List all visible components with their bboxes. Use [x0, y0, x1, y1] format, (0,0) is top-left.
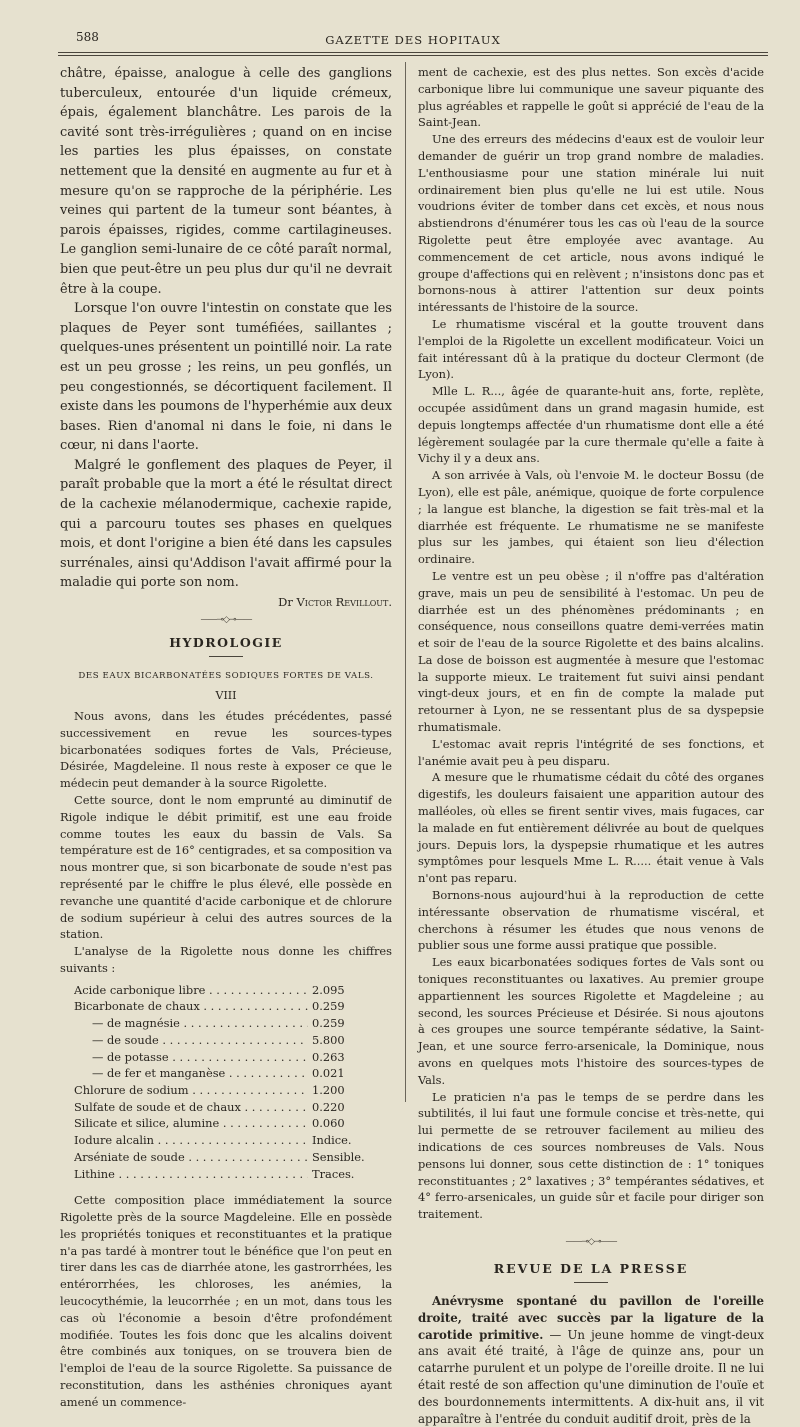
analysis-substance: — de potasse . . . — [74, 1049, 308, 1066]
analysis-substance: Chlorure de sodium . . . — [74, 1082, 308, 1099]
paragraph: ment de cachexie, est des plus nettes. Son excès d'acide carbonique libre lui communique une saveur piquante des plus agréables et rappelle le goût si apprécié de l'eau de la Saint-Jean. — [418, 65, 764, 130]
analysis-value: 0.220 — [312, 1099, 345, 1114]
analysis-row — [74, 1032, 374, 1049]
running-header — [58, 28, 768, 50]
left-column — [60, 64, 392, 1411]
analysis-substance: Lithine . . . — [74, 1166, 308, 1183]
signature-name: Victor Revillout. — [296, 595, 392, 610]
signature-prefix: Dr — [278, 595, 293, 610]
analysis-row — [74, 1166, 374, 1183]
analysis-row — [74, 1149, 374, 1166]
analysis-substance: Sulfate de soude et de chaux . . . — [74, 1099, 308, 1116]
journal-title: GAZETTE DES HOPITAUX — [325, 33, 501, 47]
right-column — [418, 64, 764, 1427]
analysis-row — [74, 1065, 374, 1082]
analysis-value: Sensible. — [312, 1149, 365, 1164]
analysis-value: 5.800 — [312, 1032, 345, 1047]
analysis-row — [74, 982, 374, 999]
analysis-row — [74, 1099, 374, 1116]
autopsy-text — [60, 64, 392, 593]
analysis-row — [74, 1132, 374, 1149]
section-subtitle: DES EAUX BICARBONATÉES SODIQUES FORTES DE VALS. — [78, 671, 374, 682]
section-title-revue: REVUE DE LA PRESSE — [493, 1260, 689, 1276]
paragraph: Lorsque l'on ouvre l'intestin on constate que les plaques de Peyer sont tuméfiées, saillantes ; quelques-unes présentent un pointillé noir. La rate est un peu grosse ; les reins, un peu gonflés, un peu congestionnés, se décortiquent facilement. Il existe dans les poumons de l'hyperhémie aux deux bases. Rien d'anomal ni dans le foie, ni dans le cœur, ni dans l'aorte. — [60, 301, 392, 454]
analysis-substance: — de magnésie . . . — [74, 1015, 308, 1032]
short-rule — [209, 656, 243, 657]
analysis-value: 0.021 — [312, 1066, 345, 1081]
ornament-divider: ——⊸◇⊸—— — [200, 615, 252, 626]
author-signature — [60, 595, 392, 609]
analysis-row — [74, 998, 374, 1015]
paragraph: Le rhumatisme viscéral et la goutte trouvent dans l'emploi de la Rigolette un excellent modificateur. Voici un fait intéressant dû à la pratique du docteur Clermont (de Lyon). — [418, 316, 764, 382]
paragraph: Mlle L. R..., âgée de quarante-huit ans, forte, replète, occupée assidûment dans un grand magasin humide, est depuis longtemps affectée d'un rhumatisme dont elle a été légèrement soulagée par la cure thermale qu'elle a faite à Vichy il y a deux ans. — [418, 384, 764, 466]
paragraph: Le praticien n'a pas le temps de se perdre dans les subtilités, il lui faut une formule concise et très-nette, qui lui permette de se retrouver facilement au milieu des indications de ces sources nombreuses de Vals. Nous pensons lui donner, sous cette distinction de : 1° toniques reconstituantes ; 2° laxatives ; 3° tempérantes sédatives, et 4° ferro-arsenicales, un guide sûr et facile pour diriger son traitement. — [418, 1089, 764, 1222]
analysis-substance: — de soude . . . — [74, 1032, 308, 1049]
analysis-row — [74, 1115, 374, 1132]
analysis-table — [74, 982, 374, 1182]
section-title-hydrologie: HYDROLOGIE — [169, 635, 283, 651]
analysis-row — [74, 1082, 374, 1099]
analysis-row — [74, 1049, 374, 1066]
analysis-substance: Arséniate de soude . . . — [74, 1149, 308, 1166]
paragraph: Cette source, dont le nom emprunté au diminutif de Rigole indique le débit primitif, est une eau froide comme toutes les eaux du bassin de Vals. Sa température est de 16° centigrades, et sa composition va nous montrer que, si son bicarbonate de soude n'est pas représenté par le chiffre le plus élevé, elle possède en revanche une quantité d'acide carbonique et de chlorure de sodium supérieur à celui des autres sources de la station. — [60, 793, 392, 942]
paragraph: L'analyse de la Rigolette nous donne les chiffres suivants : — [60, 944, 392, 975]
analysis-row — [74, 1015, 374, 1032]
short-rule — [574, 1282, 608, 1283]
paragraph: Nous avons, dans les études précédentes, passé successivement en revue les sources-types bicarbonatées sodiques fortes de Vals, Précieuse, Désirée, Magdeleine. Il nous reste à exposer ce que le médecin peut demander à la source Rigolette. — [60, 709, 392, 791]
analysis-value: 0.259 — [312, 999, 345, 1014]
hydrologie-text — [60, 708, 392, 977]
analysis-substance: Silicate et silice, alumine . . . — [74, 1115, 308, 1132]
page-number: 588 — [76, 30, 99, 44]
article-title: Anévrysme spontané du pavillon de l'oreille droite, traité avec succès par la ligature de la carotide primitive. — [418, 1293, 764, 1342]
paragraph: Bornons-nous aujourd'hui à la reproduction de cette intéressante observation de rhumatisme viscéral, et cherchons à résumer les études que nous venons de publier sous une forme aussi pratique que possible. — [418, 888, 764, 953]
analysis-value: 2.095 — [312, 982, 345, 997]
analysis-substance: Bicarbonate de chaux . . . — [74, 998, 308, 1015]
hydrologie-text-cont — [60, 1192, 392, 1410]
roman-numeral: VIII — [215, 689, 237, 703]
analysis-value: 0.263 — [312, 1049, 345, 1064]
ornament-divider: ——⊸◇⊸—— — [565, 1236, 617, 1247]
press-article — [418, 1293, 764, 1427]
analysis-value: 1.200 — [312, 1083, 345, 1097]
paragraph: Une des erreurs des médecins d'eaux est de vouloir leur demander de guérir un trop grand nombre de maladies. L'enthousiasme pour une station minérale lui nuit ordinairement bien plus qu'elle ne lui est utile. Nous voudrions éviter de tomber dans cet excès, et nous nous abstiendrons d'énumérer tous les cas où l'eau de la source Rigolette peut être employée avec avantage. Au commencement de cet article, nous avons indiqué le groupe d'affections qui en relèvent ; n'insistons donc pas et bornons-nous à attirer l'attention sur deux points intéressants de l'histoire de la source. — [418, 132, 764, 315]
analysis-value: Indice. — [312, 1133, 352, 1148]
analysis-value: Traces. — [312, 1166, 355, 1181]
paragraph: Le ventre est un peu obèse ; il n'offre pas d'altération grave, mais un peu de sensibilité à l'estomac. Un peu de diarrhée est un des phénomènes prédominants ; en conséquence, nous conseillons quatre demi-verrées matin et soir de l'eau de la source Rigolette et des bains alcalins. La dose de boisson est augmentée à mesure que l'estomac la supporte mieux. Le traitement fut suivi ainsi pendant vingt-deux jours, et en fin de compte la malade put retourner à Lyon, ne se ressentant plus de sa dyspepsie rhumatismale. — [418, 568, 764, 735]
paragraph: Les eaux bicarbonatées sodiques fortes de Vals sont ou toniques reconstituantes ou laxatives. Au premier groupe appartiennent les sources Rigolette et Magdeleine ; au second, les sources Précieuse et Désirée. Si nous ajoutons à ces groupes une source tempérante sédative, la Saint-Jean, et une source ferro-arsenicale, la Dominique, nous avons en quelques mots l'histoire des sources-types de Vals. — [418, 955, 764, 1087]
analysis-value: 0.060 — [312, 1116, 345, 1131]
header-rule-bottom — [58, 55, 768, 56]
header-rule-top — [58, 52, 768, 53]
paragraph: châtre, épaisse, analogue à celle des ganglions tuberculeux, entourée d'un liquide crémeux, épais, également blanchâtre. Les parois de la cavité sont très-irrégulières ; quand on en incise les parties les plus épaisses, on constate nettement que la densité en augmente au fur et à mesure qu'on se rapproche de la périphérie. Les veines qui partent de la tumeur sont béantes, à parois épaisses, rigides, comme cartilagineuses. Le ganglion semi-lunaire de ce côté paraît normal, bien que peut-être un peu plus dur qu'il ne devrait être à la coupe. — [60, 66, 392, 297]
analysis-substance: Acide carbonique libre . . . — [74, 982, 308, 999]
column-divider — [405, 62, 406, 1102]
analysis-substance: Iodure alcalin . . . — [74, 1132, 308, 1149]
paragraph: Cette composition place immédiatement la source Rigolette près de la source Magdeleine. Elle en possède les propriétés toniques et reconstituantes et la pratique n'a pas tardé à montrer tout le bénéfice que l'on peut en tirer dans les cas de diarrhée atone, les gastrorrhées, les entérorrhées, les chloroses, les anémies, la leucocythémie, la leucorrhée ; en un mot, dans tous les cas où l'économie a besoin d'être profondément modifiée. Toutes les fois donc que les alcalins doivent être combinés aux toniques, on se trouvera bien de l'emploi de l'eau de la source Rigolette. Sa puissance de reconstitution, dans les asthénies chroniques ayant amené un commence- — [60, 1193, 392, 1409]
hydrologie-text-right — [418, 64, 764, 1223]
analysis-value: 0.259 — [312, 1016, 345, 1031]
paragraph: A son arrivée à Vals, où l'envoie M. le docteur Bossu (de Lyon), elle est pâle, anémique, quoique de forte corpulence ; la langue est blanche, la digestion se fait très-mal et la diarrhée est fréquente. Le rhumatisme ne se manifeste plus sur les jambes, qui étaient son lieu d'élection ordinaire. — [418, 468, 764, 567]
article-text: — Un jeune homme de vingt-deux ans avait été traité, à l'âge de quinze ans, pour un catarrhe purulent et un polype de l'oreille droite. Il ne lui était resté de son affection qu'une diminution de l'ouïe et des bourdonnements intermittents. A dix-huit ans, il vit apparaître à l'entrée du conduit auditif droit, près de la — [418, 1327, 765, 1426]
paragraph: A mesure que le rhumatisme cédait du côté des organes digestifs, les douleurs faisaient une apparition autour des malléoles, où elles se firent sentir vives, mais fugaces, car la malade en fut entièrement délivrée au bout de quelques jours. Depuis lors, la dyspepsie rhumatique et les autres symptômes pour lesquels Mme L. R..... était venue à Vals n'ont pas reparu. — [418, 770, 764, 886]
paragraph: Malgré le gonflement des plaques de Peyer, il paraît probable que la mort a été le résultat direct de la cachexie mélanodermique, cachexie rapide, qui a parcouru toutes ses phases en quelques mois, et dont l'origine a bien été dans les capsules surrénales, ainsi qu'Addison l'avait affirmé pour la maladie qui porte son nom. — [60, 457, 392, 591]
paragraph: L'estomac avait repris l'intégrité de ses fonctions, et l'anémie avait peu à peu disparu. — [418, 736, 764, 768]
analysis-substance: — de fer et manganèse . . . — [74, 1065, 308, 1082]
